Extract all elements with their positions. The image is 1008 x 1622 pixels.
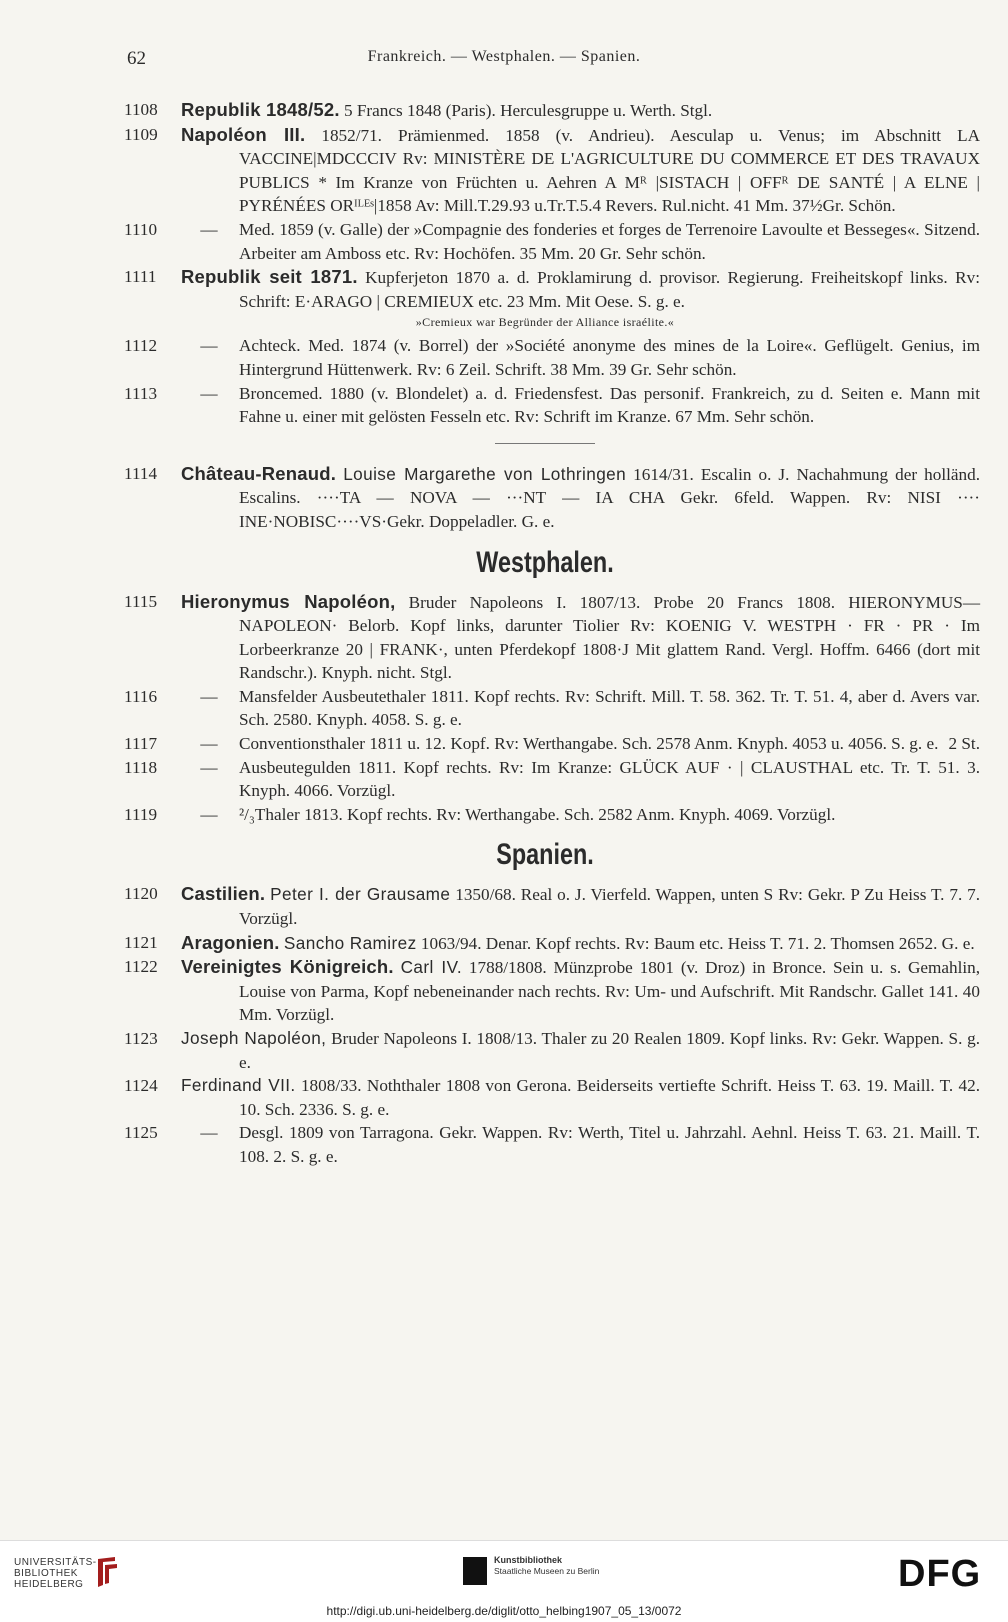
catalog-entry xyxy=(110,1121,980,1168)
ditto-dash: — xyxy=(200,336,218,356)
catalog-entry xyxy=(110,931,980,956)
entry-body xyxy=(239,734,980,754)
entry-number: 1111 xyxy=(124,267,157,287)
entry-quantity: 2 St. xyxy=(948,734,980,754)
catalog-entry xyxy=(110,265,980,313)
entry-description: Achteck. Med. 1874 (v. Borrel) der »Société anonyme des mines de la Loire«. Geflügelt. Genius, im Hintergrund Hüttenwerk. Rv: 6 Zeil. Schrift. 38 Mm. 39 Gr. Sehr schön. xyxy=(239,336,980,379)
entry-number: 1122 xyxy=(124,957,158,977)
catalog-entry xyxy=(110,803,980,827)
ditto-dash: — xyxy=(200,734,218,754)
entry-description: Ausbeutegulden 1811. Kopf rechts. Rv: Im Kranze: GLÜCK AUF · | CLAUSTHAL etc. Tr. T. 51. 3. Knyph. 4066. Vorzügl. xyxy=(239,757,980,801)
section-heading-westphalen: Westphalen. xyxy=(476,545,614,579)
entry-description: 1614/31. Escalin o. J. Nachahmung der holländ. Escalins. ····TA — NOVA — ···NT — IA CHA Gekr. 6feld. Wappen. Rv: NISI ···· INE·NOBISC····VS·Gekr. Doppeladler. G. e. xyxy=(239,464,981,531)
catalog-entry xyxy=(110,123,980,218)
entry-body xyxy=(239,220,980,263)
dfg-logo: DFG xyxy=(898,1553,982,1595)
entry-description: Kupferjeton 1870 a. d. Proklamirung d. provisor. Regierung. Freiheitskopf links. Rv: Schrift: E·ARAGO | CREMIEUX etc. 23 Mm. Mit Oese. S. g. e. xyxy=(239,268,981,311)
entries-frankreich xyxy=(110,98,980,429)
entry-body xyxy=(239,1123,980,1166)
entry-description: Bruder Napoleons I. 1808/13. Thaler zu 20 Realen 1809. Kopf links. Rv: Gekr. Wappen. S. g. e. xyxy=(239,1029,981,1072)
catalog-entry xyxy=(110,955,980,1027)
ditto-dash: — xyxy=(200,804,218,824)
entries-chateau-renaud xyxy=(110,462,980,534)
entry-footnote: »Cremieux war Begründer der Alliance israélite.« xyxy=(415,315,675,330)
entry-number: 1118 xyxy=(124,757,158,777)
catalog-entry xyxy=(110,732,980,756)
entry-keyword: Aragonien. xyxy=(181,931,280,953)
entry-number: 1115 xyxy=(124,591,158,611)
running-head: Frankreich. — Westphalen. — Spanien. xyxy=(367,48,641,65)
kunstbibliothek-name: Kunstbibliothek Staatliche Museen zu Berlin xyxy=(494,1555,600,1576)
entry-number: 1120 xyxy=(124,884,158,904)
ditto-dash: — xyxy=(200,219,218,239)
entry-description: 1852/71. Prämienmed. 1858 (v. Andrieu). Aesculap u. Venus; im Abschnitt LA VACCINE|MDCCCIV Rv: MINISTÈRE DE L'AGRICULTURE DU COMMERCE ET DES TRAVAUX PUBLICS * Im Kranze von Früchten u. Aehren A Mᴿ |SISTACH | OFFᴿ DE SANTÉ | A ELNE | PYRÉNÉES ORᴵᴸᴱˢ|1858 Av: Mill.T.29.93 u.Tr.T.5.4 Revers. Rul.nicht. 41 Mm. 37½Gr. Schön. xyxy=(239,125,980,216)
ditto-dash: — xyxy=(200,1123,218,1143)
entry-ruler-name: Sancho Ramirez xyxy=(283,932,417,953)
entry-body xyxy=(181,1029,980,1072)
kunstbibliothek-logo-icon xyxy=(463,1557,487,1585)
entry-keyword: Castilien. xyxy=(181,883,266,905)
entry-number: 1109 xyxy=(124,124,158,144)
catalog-entry xyxy=(110,462,980,534)
entry-body xyxy=(239,336,980,379)
entry-description: 1350/68. Real o. J. Vierfeld. Wappen, unten S Rv: Gekr. P Zu Heiss T. 7. 7. Vorzügl. xyxy=(239,885,981,929)
entry-description: 1788/1808. Münzprobe 1801 (v. Droz) in Bronce. Sein u. s. Gemahlin, Louise von Parma, Kopf nebeneinander nach rechts. Rv: Um- und Aufschrift. Mit Randschr. Gallet 141. 40 Mm. Vorzügl. xyxy=(239,958,981,1025)
entry-keyword: Hieronymus Napoléon, xyxy=(181,590,396,612)
entry-number: 1119 xyxy=(124,804,158,824)
catalog-entry xyxy=(110,382,980,429)
entry-number: 1114 xyxy=(124,463,158,483)
catalog-entry xyxy=(110,590,980,685)
entry-ruler-name: Ferdinand VII. xyxy=(181,1075,296,1096)
entry-body xyxy=(181,958,980,1024)
entry-number: 1121 xyxy=(124,932,158,952)
entry-description: Desgl. 1809 von Tarragona. Gekr. Wappen. Rv: Werth, Titel u. Jahrzahl. Aehnl. Heiss T. 63. 21. Maill. T. 108. 2. S. g. e. xyxy=(239,1123,980,1166)
entry-keyword: Republik 1848/52. xyxy=(181,99,340,120)
entry-body xyxy=(181,1076,980,1119)
entry-description: 5 Francs 1848 (Paris). Herculesgruppe u. Werth. Stgl. xyxy=(343,101,713,120)
entry-description: Med. 1859 (v. Galle) der »Compagnie des fonderies et forges de Terrenoire Lavoulte et Besseges«. Sitzend. Arbeiter am Amboss etc. Rv: Hochöfen. 35 Mm. 20 Gr. Sehr schön. xyxy=(239,219,980,263)
entry-body xyxy=(181,590,981,683)
entry-body xyxy=(239,758,980,801)
entry-body xyxy=(239,384,980,427)
entry-description: Mansfelder Ausbeutethaler 1811. Kopf rechts. Rv: Schrift. Mill. T. 58. 362. Tr. T. 51. 4, aber d. Avers var. Sch. 2580. Knyph. 4058. S. g. e. xyxy=(239,686,980,730)
entry-keyword: Château-Renaud. xyxy=(181,462,337,484)
entry-body xyxy=(181,931,975,953)
ditto-dash: — xyxy=(200,383,218,403)
catalog-entry xyxy=(110,1027,980,1074)
catalog-entry xyxy=(110,685,980,732)
entry-keyword: Republik seit 1871. xyxy=(181,266,358,288)
entry-number: 1112 xyxy=(124,336,158,356)
page-number: 62 xyxy=(127,48,146,69)
entry-ruler-name: Carl IV. xyxy=(400,957,463,978)
entries-spanien xyxy=(110,882,980,1168)
section-divider xyxy=(495,443,595,444)
entry-description: 1063/94. Denar. Kopf rechts. Rv: Baum etc. Heiss T. 71. 2. Thomsen 2652. G. e. xyxy=(420,933,975,953)
entry-keyword: Vereinigtes Königreich. xyxy=(181,956,394,978)
catalog-entry xyxy=(110,756,980,803)
catalog-entry xyxy=(110,334,980,381)
entry-description: Broncemed. 1880 (v. Blondelet) a. d. Friedensfest. Das personif. Frankreich, zu d. Seiten e. Mann mit Fahne u. einer mit gelösten Fesseln etc. Rv: Schrift im Kranze. 67 Mm. Sehr schön. xyxy=(239,383,980,427)
entry-description: ²/₃Thaler 1813. Kopf rechts. Rv: Werthangabe. Sch. 2582 Anm. Knyph. 4069. Vorzügl. xyxy=(239,804,836,824)
entry-description: 1808/33. Noththaler 1808 von Gerona. Beiderseits vertiefte Schrift. Heiss T. 63. 19. Maill. T. 42. 10. Sch. 2336. S. g. e. xyxy=(239,1076,981,1119)
entry-body xyxy=(181,101,712,120)
ditto-dash: — xyxy=(200,757,218,777)
section-heading-spanien: Spanien. xyxy=(496,838,594,872)
entry-description: Conventionsthaler 1811 u. 12. Kopf. Rv: Werthangabe. Sch. 2578 Anm. Knyph. 4053 u. 4056. S. g. e. xyxy=(239,734,939,754)
entry-body xyxy=(181,885,980,928)
catalog-entry xyxy=(110,1074,980,1121)
entry-keyword: Napoléon III. xyxy=(181,123,306,145)
entry-ruler-name: Joseph Napoléon, xyxy=(181,1028,327,1048)
entry-number: 1125 xyxy=(124,1123,158,1143)
footer-bar xyxy=(0,1540,1008,1622)
ditto-dash: — xyxy=(200,686,218,706)
catalog-entry xyxy=(110,882,980,930)
university-library-name: UNIVERSITÄTS- BIBLIOTHEK HEIDELBERG xyxy=(14,1557,97,1590)
university-library-logo-icon xyxy=(95,1555,121,1589)
entry-number: 1124 xyxy=(124,1076,158,1096)
entry-ruler-name: Peter I. der Grausame xyxy=(270,884,451,905)
entries-westphalen xyxy=(110,590,980,827)
entry-number: 1117 xyxy=(124,734,158,754)
entry-number: 1108 xyxy=(124,100,158,119)
entry-number: 1123 xyxy=(124,1029,158,1048)
entry-body xyxy=(181,268,980,311)
catalog-entry xyxy=(110,98,980,123)
entry-number: 1110 xyxy=(124,219,158,239)
entry-ruler-name: Louise Margarethe von Lothringen xyxy=(343,463,627,484)
entry-body xyxy=(181,462,981,531)
catalog-content xyxy=(110,98,980,1169)
catalog-entry xyxy=(110,218,980,265)
entry-body xyxy=(181,123,980,216)
entry-number: 1113 xyxy=(124,383,158,403)
entry-description: Bruder Napoleons I. 1807/13. Probe 20 Francs 1808. HIERONYMUS—NAPOLEON· Belorb. Kopf links, darunter Tiolier Rv: KOENIG V. WESTPH · FR · PR · Im Lorbeerkranze 20 | FRANK·, unten Pferdekopf 1808·J Mit glattem Rand. Vergl. Hoffm. 6466 (dort mit Randschr.). Knyph. nicht. Stgl. xyxy=(239,592,981,683)
entry-number: 1116 xyxy=(124,686,158,706)
entry-body xyxy=(239,687,980,730)
entry-body xyxy=(239,805,835,824)
source-url[interactable]: http://digi.ub.uni-heidelberg.de/diglit/otto_helbing1907_05_13/0072 xyxy=(326,1604,682,1618)
